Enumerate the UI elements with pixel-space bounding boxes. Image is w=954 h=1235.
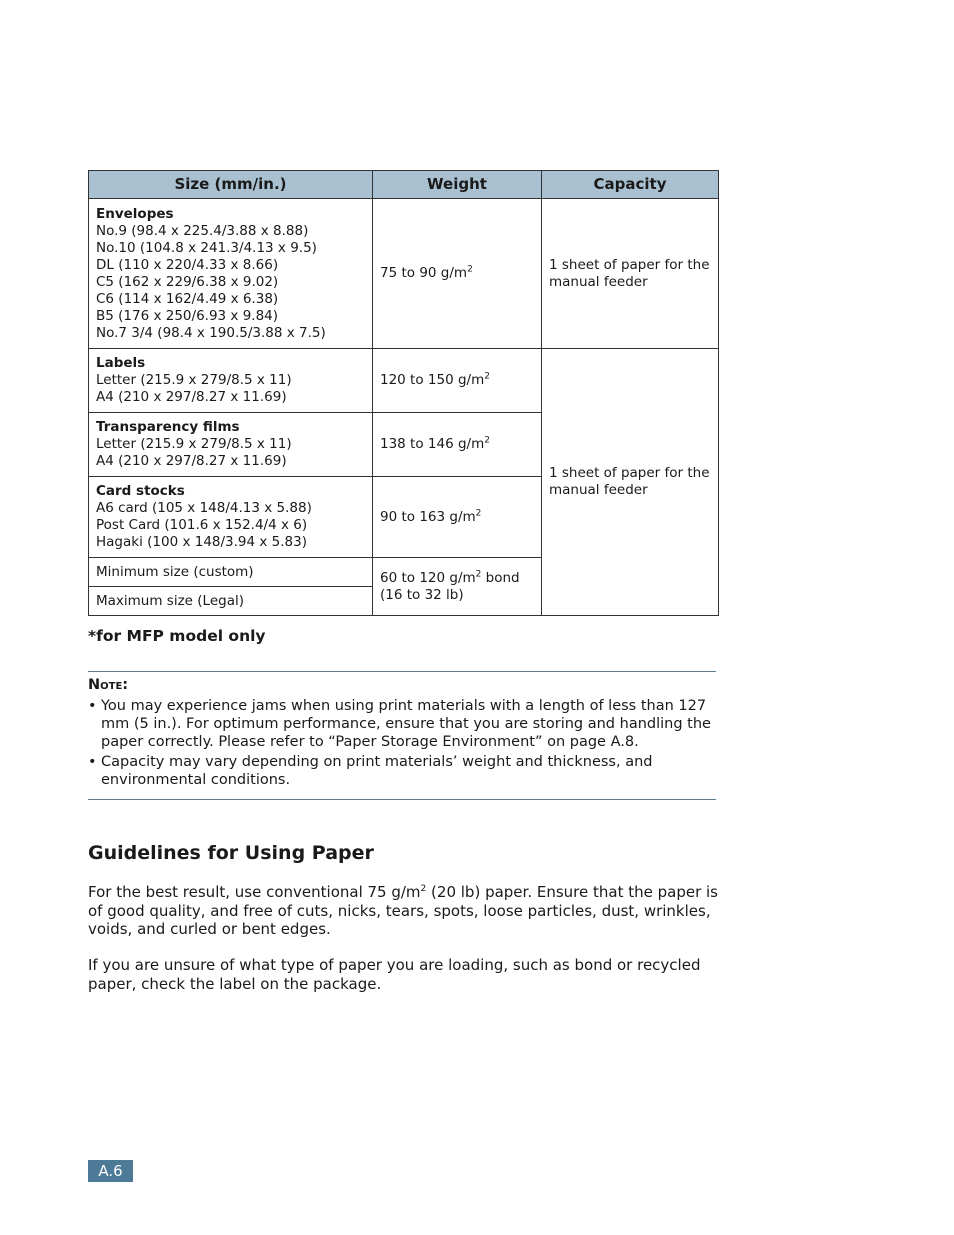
- note-text: You may experience jams when using print materials with a length of less than 127 mm (5 in.). For optimum performance, ensure that you are storing and handling the paper correctly. Please refer to “Paper Storage Environment” on page A.8.: [101, 698, 711, 750]
- paragraph: If you are unsure of what type of paper you are loading, such as bond or recycled paper, check the label on the package.: [88, 956, 701, 993]
- category-label: Card stocks: [96, 483, 185, 499]
- cardstocks-size-cell: [89, 477, 373, 558]
- mfp-footnote: *for MFP model only: [88, 627, 266, 645]
- weight-text: 90 to 163 g/m: [380, 508, 476, 525]
- page-number-badge: A.6: [88, 1160, 133, 1182]
- section-heading: Guidelines for Using Paper: [88, 842, 374, 864]
- size-line: B5 (176 x 250/6.93 x 9.84): [96, 307, 279, 324]
- paragraph-text: For the best result, use conventional 75 g/m: [88, 883, 421, 901]
- bullet: •: [88, 698, 97, 714]
- weight-text: 120 to 150 g/m: [380, 372, 485, 388]
- note-list: [88, 697, 716, 789]
- category-label: Envelopes: [96, 205, 174, 222]
- size-line: Letter (215.9 x 279/8.5 x 11): [96, 372, 292, 388]
- paper-spec-table: [88, 170, 719, 616]
- weight-text: 138 to 146 g/m: [380, 436, 485, 452]
- list-item: [88, 697, 716, 751]
- size-line: A4 (210 x 297/8.27 x 11.69): [96, 453, 287, 469]
- header-size: Size (mm/in.): [89, 171, 373, 199]
- labels-weight-cell: [373, 349, 542, 413]
- header-weight: Weight: [373, 171, 542, 199]
- paragraph: [88, 883, 718, 939]
- size-line: Letter (215.9 x 279/8.5 x 11): [96, 436, 292, 452]
- size-line: C6 (114 x 162/4.49 x 6.38): [96, 290, 279, 307]
- envelopes-size-cell: [89, 199, 373, 349]
- size-line: No.10 (104.8 x 241.3/4.13 x 9.5): [96, 239, 317, 256]
- cardstocks-weight-cell: [373, 477, 542, 558]
- note-title-colon: :: [122, 677, 129, 693]
- size-line: No.7 3/4 (98.4 x 190.5/3.88 x 7.5): [96, 324, 326, 341]
- group-capacity-cell: 1 sheet of paper for the manual feeder: [542, 349, 719, 616]
- size-line: A4 (210 x 297/8.27 x 11.69): [96, 389, 287, 405]
- superscript: 2: [484, 435, 490, 446]
- size-line: Hagaki (100 x 148/3.94 x 5.83): [96, 534, 308, 550]
- superscript: 2: [467, 264, 473, 275]
- paragraph-text: (20 lb) paper. Ensure that the paper is of good quality, and free of cuts, nicks, tears, spots, loose particles, dust, wrinkles, voids, and curled or bent edges.: [88, 883, 718, 938]
- table-row-envelopes: [89, 199, 719, 349]
- envelopes-weight-cell: [373, 199, 542, 349]
- note-box: [88, 671, 716, 800]
- min-size-cell: Minimum size (custom): [89, 558, 373, 587]
- note-title-text: Note: [88, 677, 123, 693]
- size-line: C5 (162 x 229/6.38 x 9.02): [96, 273, 279, 290]
- note-title: [88, 676, 716, 694]
- size-line: A6 card (105 x 148/4.13 x 5.88): [96, 500, 312, 516]
- category-label: Labels: [96, 355, 146, 371]
- envelopes-capacity-cell: 1 sheet of paper for the manual feeder: [542, 199, 719, 349]
- note-text: Capacity may vary depending on print materials’ weight and thickness, and environmental conditions.: [101, 754, 653, 788]
- superscript: 2: [475, 569, 482, 579]
- list-item: [88, 753, 716, 789]
- superscript: 2: [484, 371, 490, 382]
- weight-text: 75 to 90 g/m: [380, 265, 468, 281]
- table-row-labels: [89, 349, 719, 413]
- weight-text: (16 to 32 lb): [380, 586, 464, 603]
- transparency-weight-cell: [373, 413, 542, 477]
- size-line: DL (110 x 220/4.33 x 8.66): [96, 256, 279, 273]
- transparency-size-cell: [89, 413, 373, 477]
- category-label: Transparency films: [96, 419, 240, 435]
- superscript: 2: [420, 884, 427, 894]
- weight-text: bond: [481, 569, 520, 586]
- max-size-cell: Maximum size (Legal): [89, 587, 373, 616]
- table-header-row: [89, 171, 719, 199]
- superscript: 2: [475, 508, 482, 518]
- size-line: No.9 (98.4 x 225.4/3.88 x 8.88): [96, 222, 309, 239]
- weight-text: 60 to 120 g/m: [380, 569, 476, 586]
- header-capacity: Capacity: [542, 171, 719, 199]
- size-line: Post Card (101.6 x 152.4/4 x 6): [96, 517, 308, 533]
- bullet: •: [88, 754, 97, 770]
- minmax-weight-cell: [373, 558, 542, 616]
- labels-size-cell: [89, 349, 373, 413]
